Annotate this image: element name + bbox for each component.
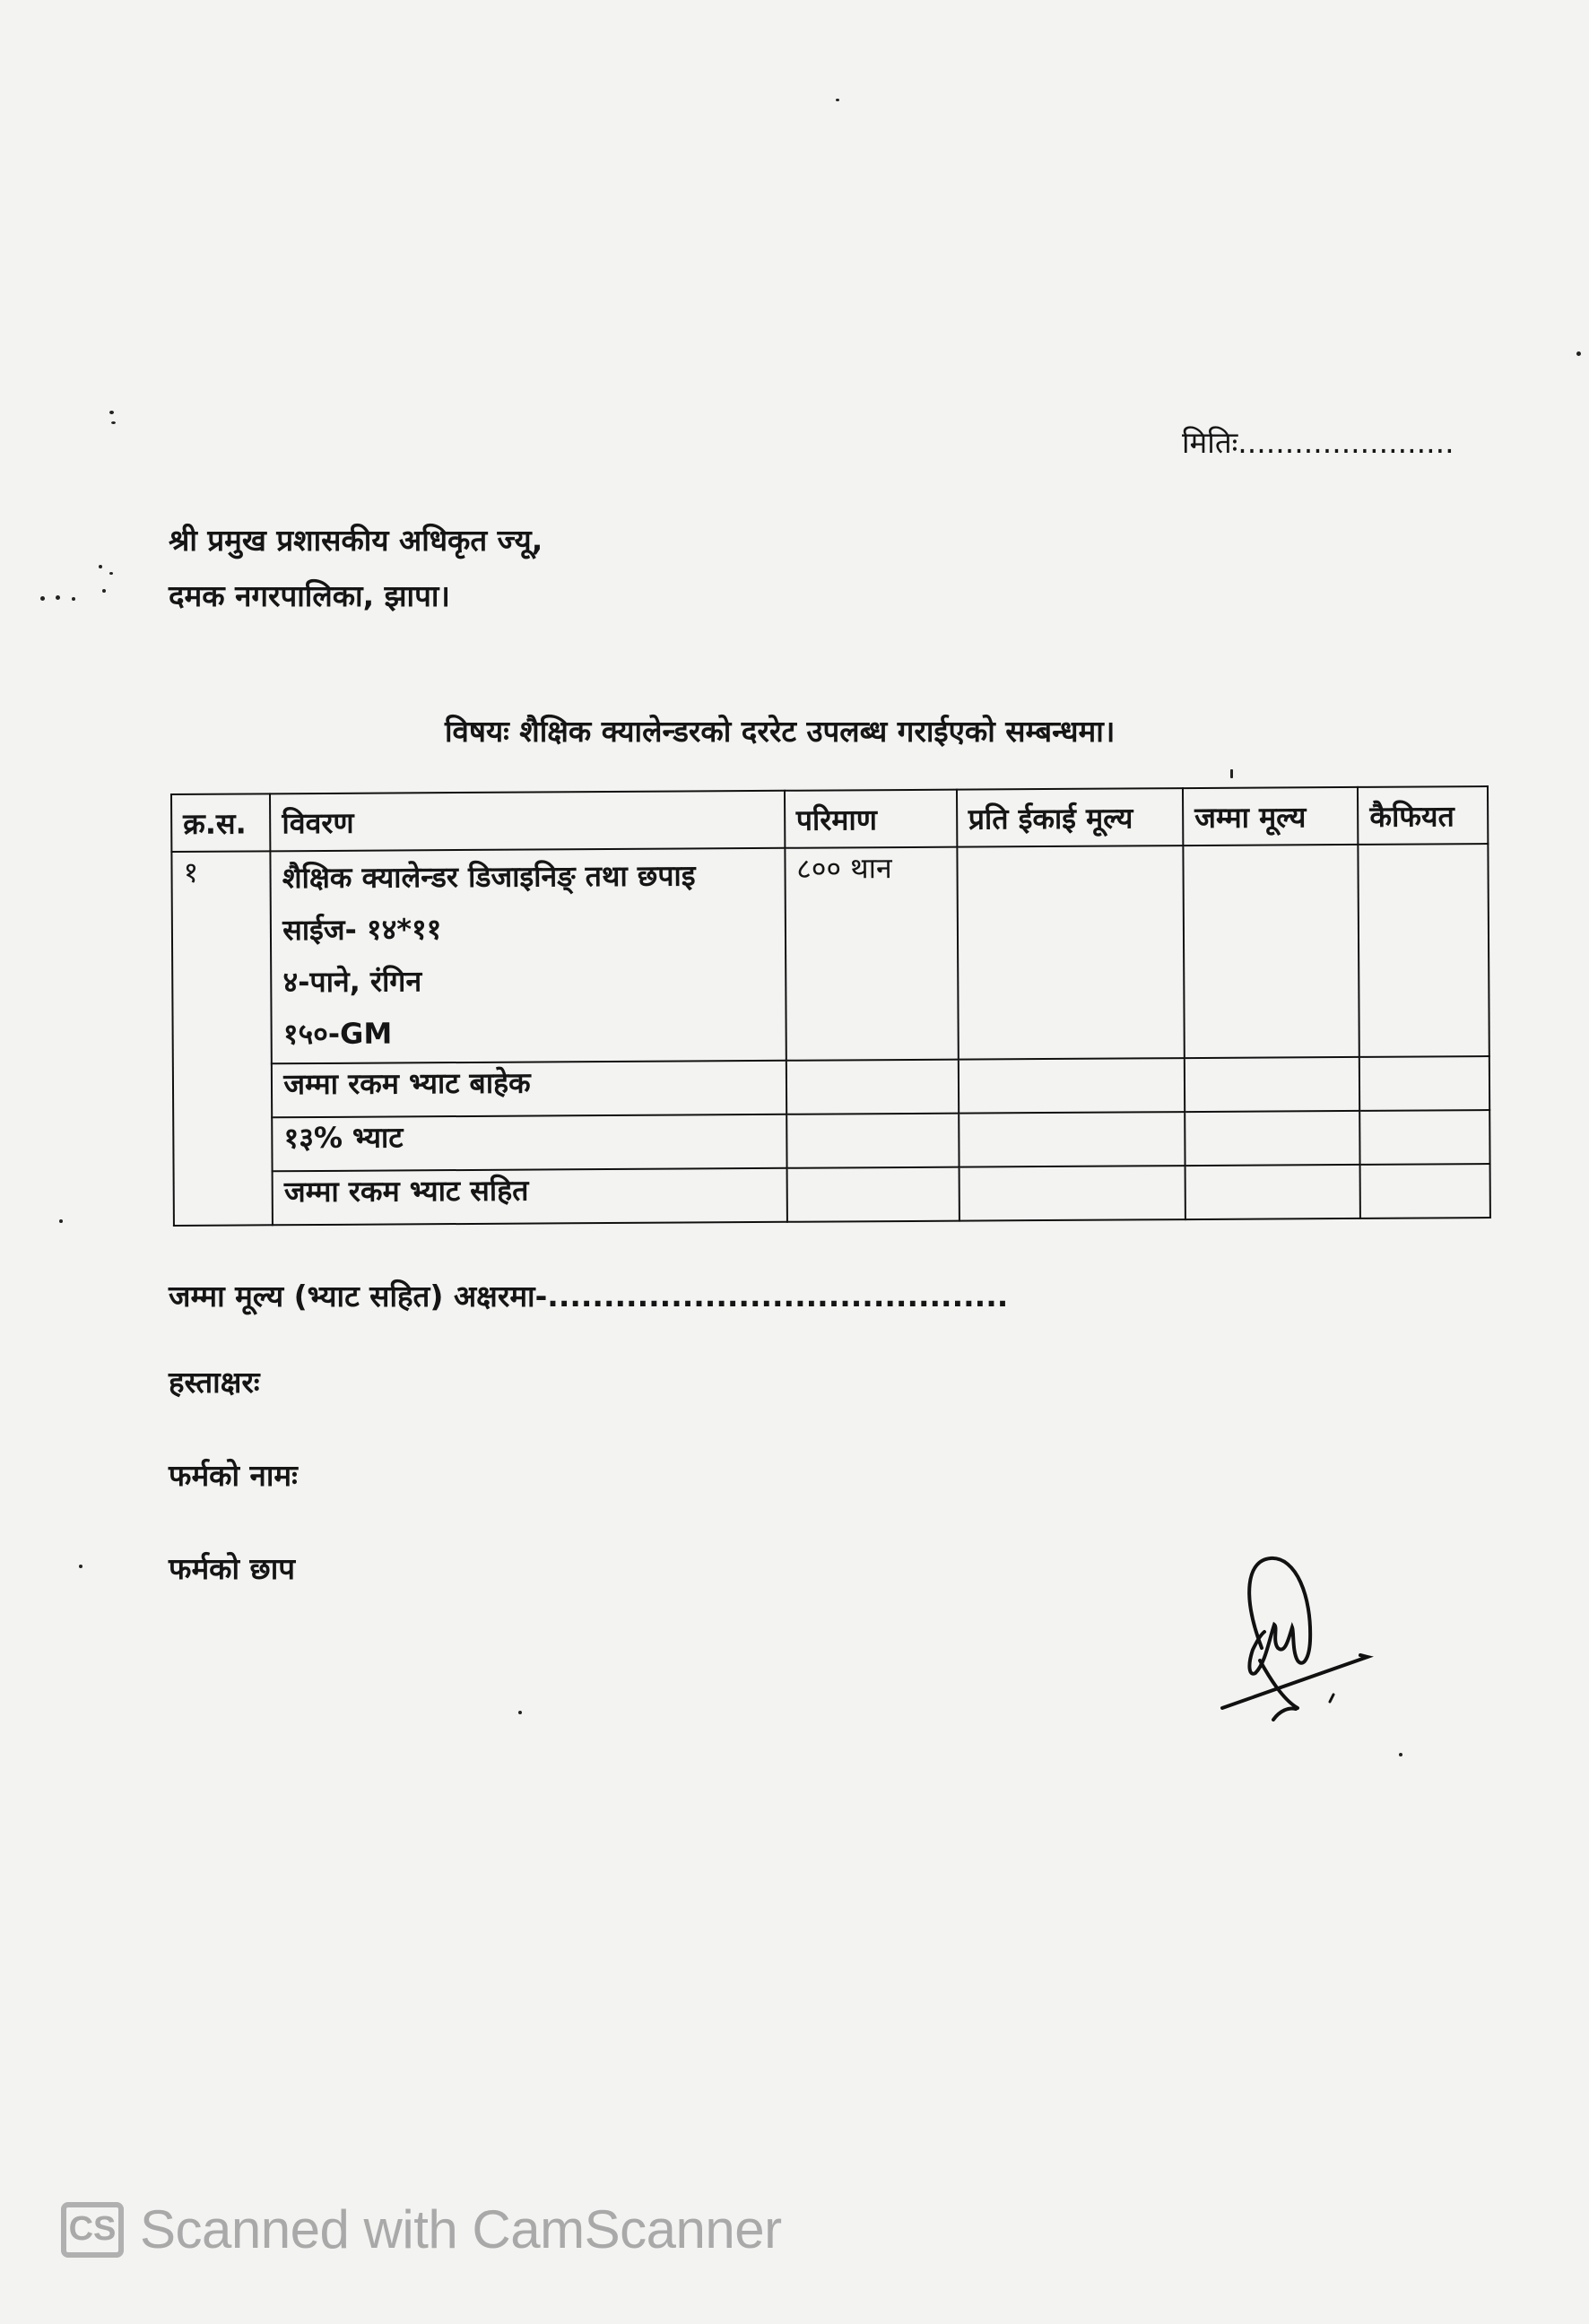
- header-remarks: कैफियत: [1358, 786, 1488, 845]
- summary-label: १३% भ्याट: [272, 1114, 786, 1172]
- signature-field-label: हस्ताक्षरः: [169, 1365, 260, 1400]
- scan-speck: [40, 596, 45, 601]
- scan-speck: [102, 589, 106, 593]
- addressee-office: दमक नगरपालिका, झापा।: [169, 578, 450, 613]
- description-line: साईज- १४*११: [282, 912, 442, 948]
- header-quantity: परिमाण: [785, 790, 957, 848]
- cell-serial: १: [171, 851, 273, 1226]
- header-total-price: जम्मा मूल्य: [1183, 787, 1359, 845]
- cell-unit-price: [957, 845, 1185, 1060]
- scan-speck: [79, 1565, 82, 1568]
- summary-row-vat: [173, 1110, 1489, 1172]
- cell-total-price: [1183, 845, 1359, 1058]
- cell-unit-price: [959, 1166, 1185, 1221]
- cell-quantity: [786, 1060, 958, 1114]
- quotation-table: [170, 785, 1491, 1227]
- cell-quantity: [786, 1167, 959, 1222]
- firm-name-field-label: फर्मको नामः: [169, 1458, 298, 1493]
- watermark-text: Scanned with CamScanner: [140, 2199, 782, 2259]
- cell-remarks: [1360, 1164, 1490, 1218]
- table-row: [171, 844, 1489, 1064]
- scan-speck: [109, 572, 113, 575]
- cell-total-price: [1185, 1057, 1360, 1112]
- table-header-row: [171, 786, 1488, 852]
- cell-quantity: ८०० थान: [785, 847, 958, 1061]
- scan-speck: [72, 597, 75, 601]
- summary-label: जम्मा रकम भ्याट बाहेक: [272, 1061, 786, 1118]
- cell-unit-price: [959, 1112, 1185, 1167]
- scan-speck: [1399, 1753, 1402, 1756]
- camscanner-watermark: [61, 2198, 782, 2260]
- scan-speck: [99, 565, 102, 568]
- description-line: शैक्षिक क्यालेन्डर डिजाइनिङ् तथा छपाइ: [282, 858, 696, 896]
- scan-speck: [56, 595, 60, 600]
- cell-total-price: [1185, 1111, 1360, 1166]
- description-line: ४-पाने, रंगिन: [282, 964, 422, 1000]
- description-line: १५०-GM: [282, 1016, 393, 1052]
- header-serial: क्र.स.: [171, 793, 271, 852]
- cell-quantity: [786, 1114, 959, 1168]
- camscanner-logo-icon: CS: [61, 2202, 124, 2258]
- amount-in-words-field: जम्मा मूल्य (भ्याट सहित) अक्षरमा-.........................................: [169, 1279, 1009, 1314]
- summary-row-subtotal: [173, 1056, 1489, 1118]
- header-description: विवरण: [270, 791, 785, 852]
- subject-line: विषयः शैक्षिक क्यालेन्डरको दररेट उपलब्ध गराईएको सम्बन्धमा।: [445, 714, 1116, 749]
- cell-description: [271, 848, 786, 1063]
- summary-row-grand-total: [174, 1164, 1490, 1226]
- handwritten-signature-icon: [1206, 1542, 1385, 1721]
- cell-unit-price: [958, 1058, 1185, 1114]
- scan-speck: [518, 1711, 522, 1714]
- cell-remarks: [1359, 1056, 1489, 1111]
- header-unit-price: प्रति ईकाई मूल्य: [957, 788, 1184, 847]
- scan-speck: [1576, 351, 1581, 356]
- scan-speck: [1230, 769, 1233, 778]
- scan-speck: [59, 1219, 63, 1223]
- scan-speck: [109, 411, 114, 414]
- cell-remarks: [1359, 1110, 1489, 1165]
- addressee-block: [169, 513, 543, 624]
- cell-remarks: [1359, 844, 1489, 1057]
- scan-speck: [111, 421, 116, 424]
- firm-stamp-field-label: फर्मको छाप: [169, 1551, 295, 1586]
- addressee-title: श्री प्रमुख प्रशासकीय अधिकृत ज्यू,: [169, 523, 543, 558]
- cell-total-price: [1185, 1165, 1361, 1219]
- summary-label: जम्मा रकम भ्याट सहित: [273, 1168, 787, 1226]
- date-field: मितिः.......................: [1182, 425, 1454, 460]
- scan-speck: [836, 99, 839, 101]
